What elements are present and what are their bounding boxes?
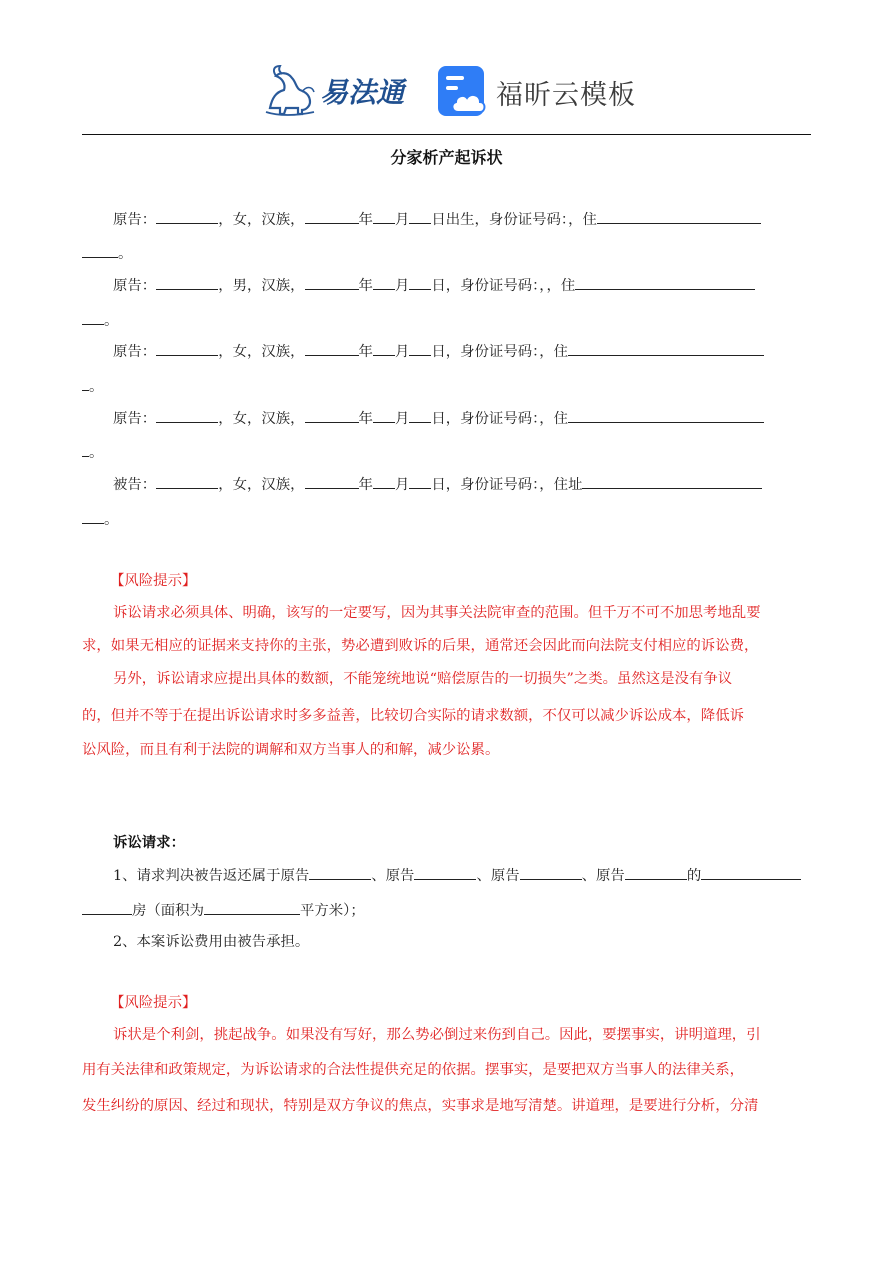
- party-line-cont: 。: [82, 509, 118, 530]
- header-logos: [262, 60, 642, 120]
- risk-heading: 【风险提示】: [110, 995, 197, 1011]
- cloud-doc-icon: [436, 64, 490, 118]
- risk-text-line: 诉状是个利剑，挑起战争。如果没有写好，那么势必倒过来伤到自己。因此，要摆事实，讲明道理，引: [113, 1027, 761, 1043]
- risk-text-line: 的，但并不等于在提出诉讼请求时多多益善，比较切合实际的请求数额，不仅可以减少诉讼成本，降低诉: [82, 708, 744, 724]
- header-divider: [82, 134, 811, 135]
- risk-heading: 【风险提示】: [110, 573, 197, 589]
- risk-text-line: 求，如果无相应的证据来支持你的主张，势必遭到败诉的后果，通常还会因此而向法院支付相应的诉讼费，: [82, 638, 759, 654]
- party-line: 原告： ，女，汉族， 年 月 日，身份证号码：，住: [113, 341, 764, 362]
- party-line-cont: 。: [82, 310, 118, 331]
- party-line-cont: 。: [82, 442, 103, 463]
- fuxin-logo-text: 福昕云模板: [496, 80, 636, 111]
- claims-heading: 诉讼请求：: [113, 834, 185, 851]
- yifatong-logo: [262, 62, 422, 118]
- party-line-cont: 。: [82, 243, 132, 264]
- risk-text-line: 讼风险，而且有利于法院的调解和双方当事人的和解，减少讼累。: [82, 742, 500, 758]
- risk-text-line: 诉讼请求必须具体、明确，该写的一定要写，因为其事关法院审查的范围。但千万不可不加思考地乱要: [113, 605, 761, 621]
- claim-item-1: 1、请求判决被告返还属于原告 、原告 、原告 、原告 的: [113, 865, 801, 886]
- fuxin-template-logo: [436, 64, 636, 118]
- party-line: 原告： ，女，汉族， 年 月 日出生，身份证号码：，住: [113, 209, 761, 230]
- claim-item-1-cont: 房（面积为 平方米）；: [82, 900, 365, 921]
- risk-text-line: 发生纠纷的原因、经过和现状，特别是双方争议的焦点，实事求是地写清楚。讲道理，是要进行分析，分清: [82, 1098, 759, 1114]
- page-title: 分家析产起诉状: [390, 148, 503, 167]
- risk-text-line: 另外，诉讼请求应提出具体的数额，不能笼统地说“赔偿原告的一切损失”之类。虽然这是没有争议: [113, 671, 733, 687]
- risk-text-line: 用有关法律和政策规定，为诉讼请求的合法性提供充足的依据。摆事实，是要把双方当事人的法律关系，: [82, 1062, 744, 1078]
- party-line-cont: 。: [82, 376, 103, 397]
- claim-item-2: 2、本案诉讼费用由被告承担。: [113, 934, 310, 950]
- party-line: 被告： ，女，汉族， 年 月 日，身份证号码：，住址: [113, 474, 762, 495]
- party-line: 原告： ，男，汉族， 年 月 日，身份证号码：，，住: [113, 275, 755, 296]
- party-line: 原告： ，女，汉族， 年 月 日，身份证号码：，住: [113, 408, 764, 429]
- svg-text:易法通: 易法通: [320, 76, 405, 109]
